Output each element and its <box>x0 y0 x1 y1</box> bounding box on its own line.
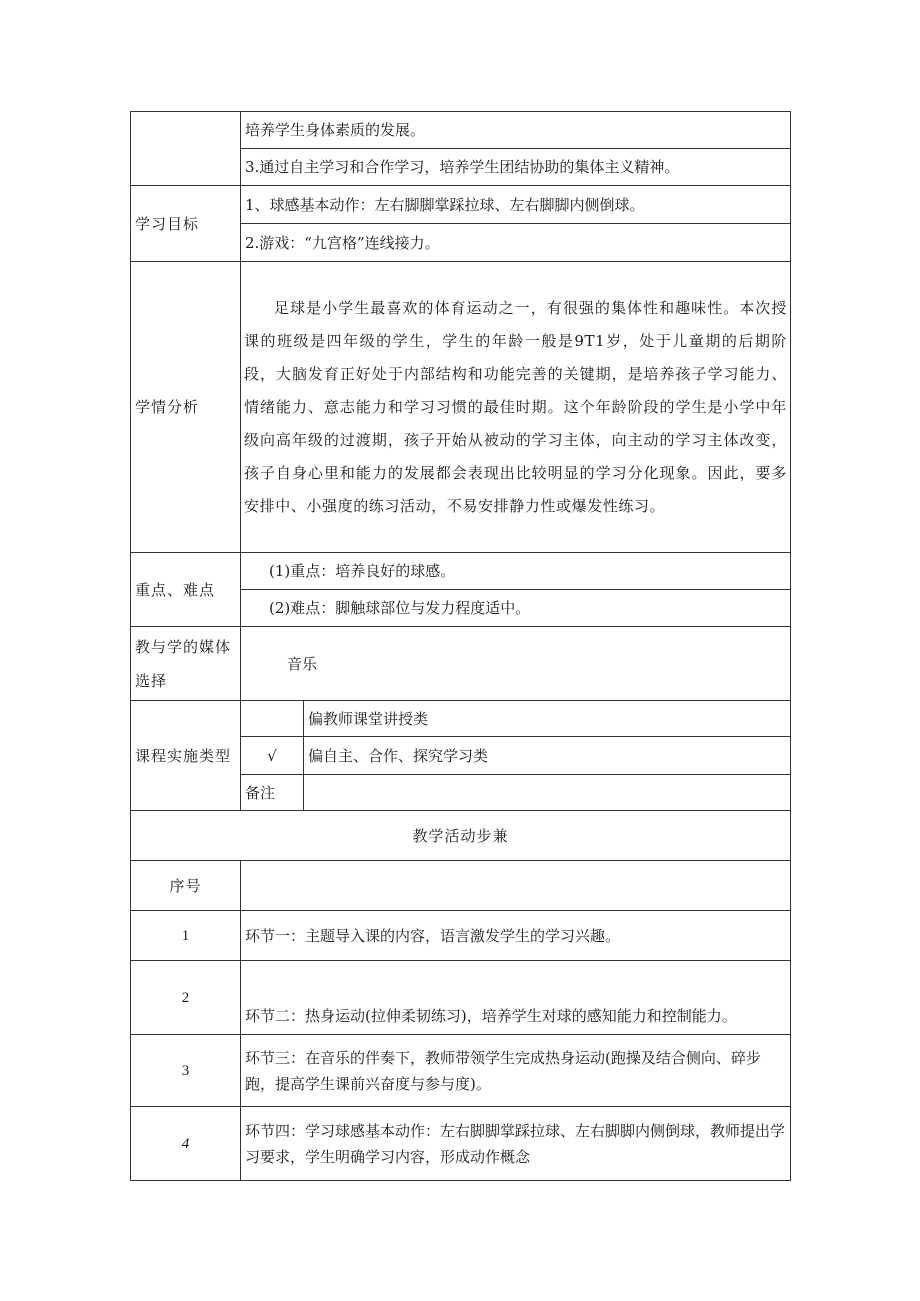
course-type-mark: √ <box>241 737 304 775</box>
step-text: 环节四：学习球感基本动作：左右脚脚掌踩拉球、左右脚脚内侧倒球，教师提出学习要求，学生明确学习内容，形成动作概念 <box>241 1107 791 1181</box>
lesson-plan-table <box>130 111 791 1181</box>
step-number: 4 <box>131 1107 241 1181</box>
table-row <box>131 186 791 224</box>
step-number: 2 <box>131 961 241 1035</box>
course-type-option: 偏教师课堂讲授类 <box>304 701 791 737</box>
continuation-line: 3.通过自主学习和合作学习，培养学生团结协助的集体主义精神。 <box>241 149 791 186</box>
analysis-text: 足球是小学生最喜欢的体育运动之一，有很强的集体性和趣味性。本次授课的班级是四年级的学生，学生的年龄一般是9T1岁，处于儿童期的后期阶段，大脑发育正好处于内部结构和功能完善的关键期，是培养孩子学习能力、情绪能力、意志能力和学习习惯的最佳时期。这个年龄阶段的学生是小学中年级向高年级的过渡期，孩子开始从被动的学习主体，向主动的学习主体改变，孩子自身心里和能力的发展都会表现出比较明显的学习分化现象。因此，要多安排中、小强度的练习活动，不易安排静力性或爆发性练习。 <box>241 262 791 553</box>
seq-label: 序号 <box>131 861 241 911</box>
step-text: 环节一：主题导入课的内容，语言激发学生的学习兴趣。 <box>241 911 791 961</box>
table-row <box>131 553 791 590</box>
table-row <box>131 861 791 911</box>
keypoint-item: (1)重点：培养良好的球感。 <box>241 553 791 590</box>
objective-item: 1、球感基本动作：左右脚脚掌踩拉球、左右脚脚内侧倒球。 <box>241 186 791 224</box>
table-row <box>131 262 791 553</box>
table-row <box>131 811 791 861</box>
course-type-option: 偏自主、合作、探究学习类 <box>304 737 791 775</box>
media-value: 音乐 <box>241 627 791 701</box>
table-row <box>131 112 791 149</box>
objective-item: 2.游戏：“九宫格”连线接力。 <box>241 224 791 262</box>
step-number: 1 <box>131 911 241 961</box>
note-value <box>304 775 791 811</box>
table-row <box>131 911 791 961</box>
table-row <box>131 961 791 1035</box>
course-type-mark <box>241 701 304 737</box>
step-number: 3 <box>131 1035 241 1107</box>
steps-title: 教学活动步兼 <box>131 811 791 861</box>
course-type-label: 课程实施类型 <box>131 701 241 811</box>
media-label: 教与学的媒体选择 <box>131 627 241 701</box>
seq-value <box>241 861 791 911</box>
continuation-line: 培养学生身体素质的发展。 <box>241 112 791 149</box>
step-text: 环节三：在音乐的伴奏下，教师带领学生完成热身运动(跑操及结合侧向、碎步跑，提高学生课前兴奋度与参与度)。 <box>241 1035 791 1107</box>
keypoint-item: (2)难点：脚触球部位与发力程度适中。 <box>241 590 791 627</box>
empty-label-cell <box>131 112 241 186</box>
table-row <box>131 1035 791 1107</box>
table-row <box>131 701 791 737</box>
table-row <box>131 627 791 701</box>
table-row <box>131 1107 791 1181</box>
keypoints-label: 重点、难点 <box>131 553 241 627</box>
note-label: 备注 <box>241 775 304 811</box>
objectives-label: 学习目标 <box>131 186 241 262</box>
step-text: 环节二：热身运动(拉伸柔韧练习)，培养学生对球的感知能力和控制能力。 <box>241 961 791 1035</box>
analysis-label: 学情分析 <box>131 262 241 553</box>
